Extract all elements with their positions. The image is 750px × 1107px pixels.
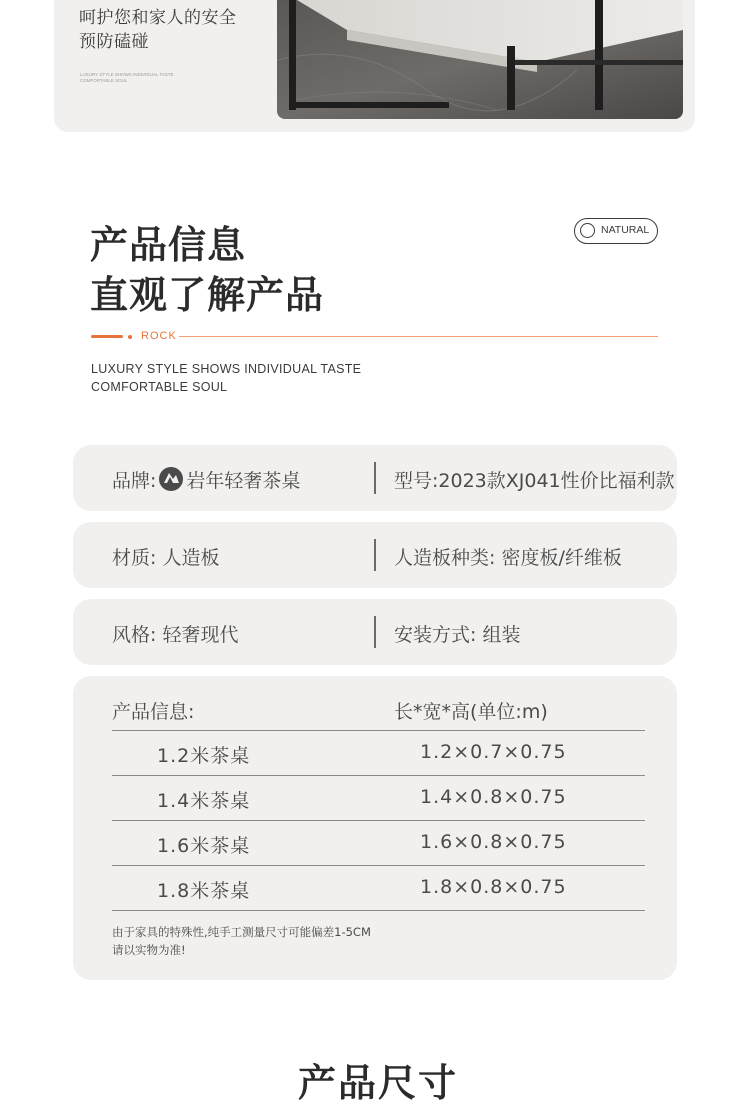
divider xyxy=(374,616,376,648)
measurement-note-line2: 请以实物为准! xyxy=(112,943,186,957)
banner-line1: 呵护您和家人的安全 xyxy=(79,8,237,28)
subtitle-line2: COMFORTABLE SOUL xyxy=(91,380,228,394)
row-product-name: 1.2米茶桌 xyxy=(157,745,251,767)
table-row xyxy=(112,820,645,865)
product-photo xyxy=(277,0,683,119)
section-title-line2: 直观了解产品 xyxy=(90,272,325,317)
size-table-card xyxy=(73,676,677,980)
material-field: 材质: 人造板 xyxy=(112,547,220,569)
install-field: 安装方式: 组装 xyxy=(394,624,521,646)
banner-line2: 预防磕碰 xyxy=(79,32,149,52)
row-product-name: 1.6米茶桌 xyxy=(157,835,251,857)
accent-bar xyxy=(91,335,123,338)
natural-badge-label: NATURAL xyxy=(601,224,650,236)
board-type-field: 人造板种类: 密度板/纤维板 xyxy=(394,547,622,569)
row-product-name: 1.8米茶桌 xyxy=(157,880,251,902)
info-card-style xyxy=(73,599,677,665)
table-row xyxy=(112,865,645,910)
banner-small-line2: COMFORTABLE SOUL xyxy=(80,78,128,83)
brand-logo-icon xyxy=(158,466,184,492)
circle-icon xyxy=(580,223,595,238)
subtitle-line1: LUXURY STYLE SHOWS INDIVIDUAL TASTE xyxy=(91,362,362,376)
banner-small-line1: LUXURY STYLE SHOWS INDIVIDUAL TASTE xyxy=(80,72,174,77)
table-header-product: 产品信息: xyxy=(112,701,195,723)
row-product-name: 1.4米茶桌 xyxy=(157,790,251,812)
banner-small-text xyxy=(80,72,174,84)
brand-label: 品牌: xyxy=(112,470,157,492)
section-title-line1: 产品信息 xyxy=(90,222,247,267)
next-section-title: 产品尺寸 xyxy=(298,1060,459,1105)
accent-dot xyxy=(128,335,132,339)
info-card-material xyxy=(73,522,677,588)
table-row xyxy=(112,775,645,820)
info-card-brand xyxy=(73,445,677,511)
brand-value: 岩年轻奢茶桌 xyxy=(186,470,301,492)
style-field: 风格: 轻奢现代 xyxy=(112,624,239,646)
table-row xyxy=(112,730,645,775)
natural-badge xyxy=(574,218,658,244)
accent-divider-line xyxy=(179,336,658,337)
model-field: 型号:2023款XJ041性价比福利款 xyxy=(394,470,675,492)
row-dimensions: 1.8×0.8×0.75 xyxy=(420,876,567,898)
divider xyxy=(374,462,376,494)
divider xyxy=(374,539,376,571)
table-bottom-line xyxy=(112,910,645,911)
row-dimensions: 1.4×0.8×0.75 xyxy=(420,786,567,808)
rock-label: ROCK xyxy=(141,330,177,342)
measurement-note-line1: 由于家具的特殊性,纯手工测量尺寸可能偏差1-5CM xyxy=(112,925,371,939)
row-dimensions: 1.2×0.7×0.75 xyxy=(420,741,567,763)
row-dimensions: 1.6×0.8×0.75 xyxy=(420,831,567,853)
table-header-dimensions: 长*宽*高(单位:m) xyxy=(394,701,548,723)
brand-field xyxy=(112,466,300,493)
